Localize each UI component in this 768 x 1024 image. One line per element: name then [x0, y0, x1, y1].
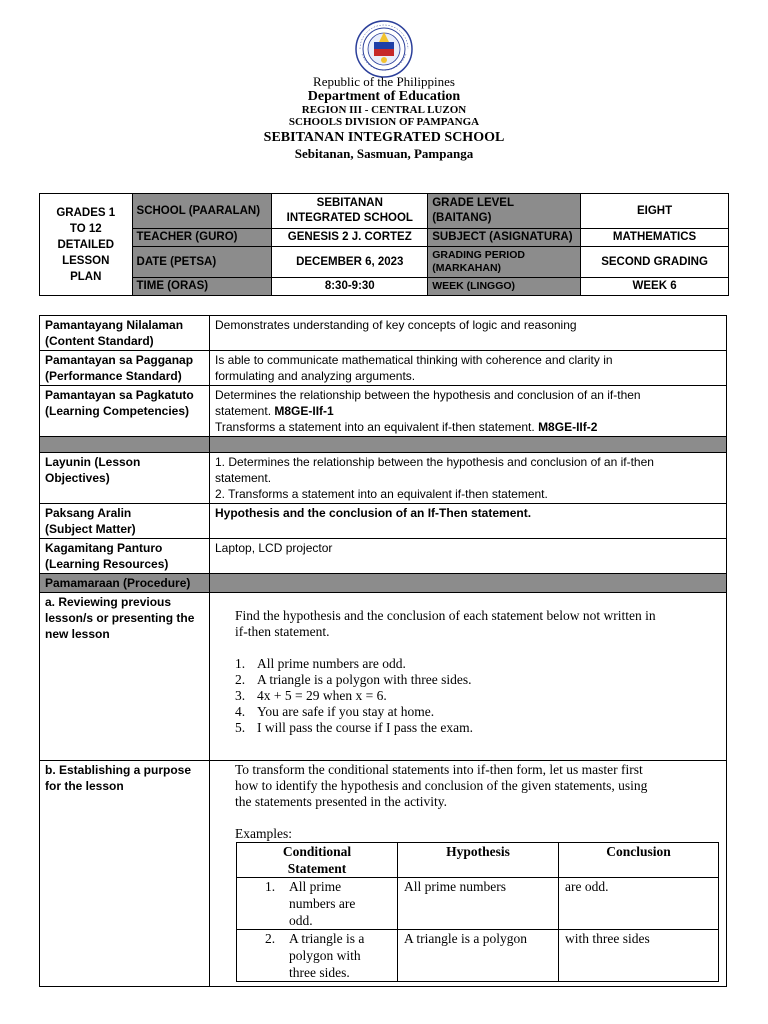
- subject-matter-label: Paksang Aralin (Subject Matter): [40, 504, 210, 539]
- grading-period-value: SECOND GRADING: [581, 247, 729, 278]
- date-label: DATE (PETSA): [132, 247, 272, 278]
- teacher-label: TEACHER (GURO): [132, 229, 272, 247]
- subject-label: SUBJECT (ASIGNATURA): [428, 229, 581, 247]
- header-division: SCHOOLS DIVISION OF PAMPANGA: [288, 116, 480, 128]
- reviewing-lesson-label: a. Reviewing previous lesson/s or presenting the new lesson: [40, 593, 210, 761]
- table-row: [237, 930, 719, 982]
- deped-seal-icon: [352, 20, 416, 78]
- learning-competencies-label: Pamantayan sa Pagkatuto (Learning Competencies): [40, 386, 210, 437]
- examples-table: [236, 842, 719, 982]
- shaded-divider-row: [40, 437, 727, 453]
- learning-competencies-text: Determines the relationship between the hypothesis and conclusion of an if-then statement. M8GE-IIf-1 Transforms a statement into an equivalent if-then statement. M8GE-IIf-2: [210, 386, 727, 437]
- header-school: SEBITANAN INTEGRATED SCHOOL: [263, 130, 505, 145]
- list-item: 2. A triangle is a polygon with three sides.: [235, 672, 472, 687]
- content-standard-text: Demonstrates understanding of key concepts of logic and reasoning: [210, 316, 727, 351]
- learning-resources-label: Kagamitang Panturo (Learning Resources): [40, 539, 210, 574]
- header-department: Department of Education: [307, 89, 461, 104]
- establishing-purpose-content: [210, 761, 727, 987]
- purpose-intro: To transform the conditional statements into if-then form, let us master first how to identify the hypothesis and conclusion of the given statements, using the statements presented in the activity.: [235, 762, 648, 809]
- lesson-plan-table: [39, 315, 727, 987]
- school-value: SEBITANAN INTEGRATED SCHOOL: [272, 194, 428, 229]
- list-item: 3. 4x + 5 = 29 when x = 6.: [235, 688, 387, 703]
- learning-resources-text: Laptop, LCD projector: [210, 539, 727, 574]
- header-region: REGION III - CENTRAL LUZON: [301, 104, 467, 116]
- performance-standard-text: Is able to communicate mathematical thinking with coherence and clarity in formulating and analyzing arguments.: [210, 351, 727, 386]
- list-item: 4. You are safe if you stay at home.: [235, 704, 435, 719]
- list-item: 1. All prime numbers are odd.: [235, 656, 406, 671]
- objectives-label: Layunin (Lesson Objectives): [40, 453, 210, 504]
- grade-level-value: EIGHT: [581, 194, 729, 229]
- content-standard-label: Pamantayang Nilalaman (Content Standard): [40, 316, 210, 351]
- grade-level-label: GRADE LEVEL (BAITANG): [428, 194, 581, 229]
- objectives-text: 1. Determines the relationship between the hypothesis and conclusion of an if-then statement. 2. Transforms a statement into an equivalent if-then statement.: [210, 453, 727, 504]
- col-header-conclusion: Conclusion: [559, 843, 719, 878]
- example-statement-cell: 1. All prime numbers are odd.: [237, 878, 398, 930]
- week-value: WEEK 6: [581, 278, 729, 296]
- teacher-value: GENESIS 2 J. CORTEZ: [272, 229, 428, 247]
- table-row: [237, 878, 719, 930]
- example-conclusion-cell: are odd.: [559, 878, 719, 930]
- example-conclusion-cell: with three sides: [559, 930, 719, 982]
- subject-value: MATHEMATICS: [581, 229, 729, 247]
- performance-standard-label: Pamantayan sa Pagganap (Performance Standard): [40, 351, 210, 386]
- examples-label: Examples:: [235, 826, 292, 841]
- list-item: 5. I will pass the course if I pass the exam.: [235, 720, 473, 735]
- competency-code-1: M8GE-IIf-1: [274, 404, 334, 418]
- lesson-info-table: [39, 193, 729, 296]
- plan-title: GRADES 1 TO 12 DETAILED LESSON PLAN: [40, 194, 133, 296]
- grading-period-label: GRADING PERIOD (MARKAHAN): [428, 247, 581, 278]
- school-label: SCHOOL (PAARALAN): [132, 194, 272, 229]
- week-label: WEEK (LINGGO): [428, 278, 581, 296]
- subject-matter-text: Hypothesis and the conclusion of an If-Then statement.: [210, 504, 727, 539]
- col-header-conditional-statement: Conditional Statement: [237, 843, 398, 878]
- example-statement-cell: 2. A triangle is a polygon with three sides.: [237, 930, 398, 982]
- activity-statements-list: [235, 656, 720, 736]
- procedure-label: Pamamaraan (Procedure): [40, 574, 210, 593]
- header-address: Sebitanan, Sasmuan, Pampanga: [294, 146, 474, 161]
- header-republic: Republic of the Philippines: [313, 74, 455, 89]
- establishing-purpose-label: b. Establishing a purpose for the lesson: [40, 761, 210, 987]
- activity-instructions: Find the hypothesis and the conclusion of each statement below not written in if-then statement.: [235, 608, 656, 639]
- example-hypothesis-cell: All prime numbers: [398, 878, 559, 930]
- time-value: 8:30-9:30: [272, 278, 428, 296]
- competency-code-2: M8GE-IIf-2: [538, 420, 598, 434]
- example-hypothesis-cell: A triangle is a polygon: [398, 930, 559, 982]
- col-header-hypothesis: Hypothesis: [398, 843, 559, 878]
- date-value: DECEMBER 6, 2023: [272, 247, 428, 278]
- time-label: TIME (ORAS): [132, 278, 272, 296]
- reviewing-lesson-content: [210, 593, 727, 761]
